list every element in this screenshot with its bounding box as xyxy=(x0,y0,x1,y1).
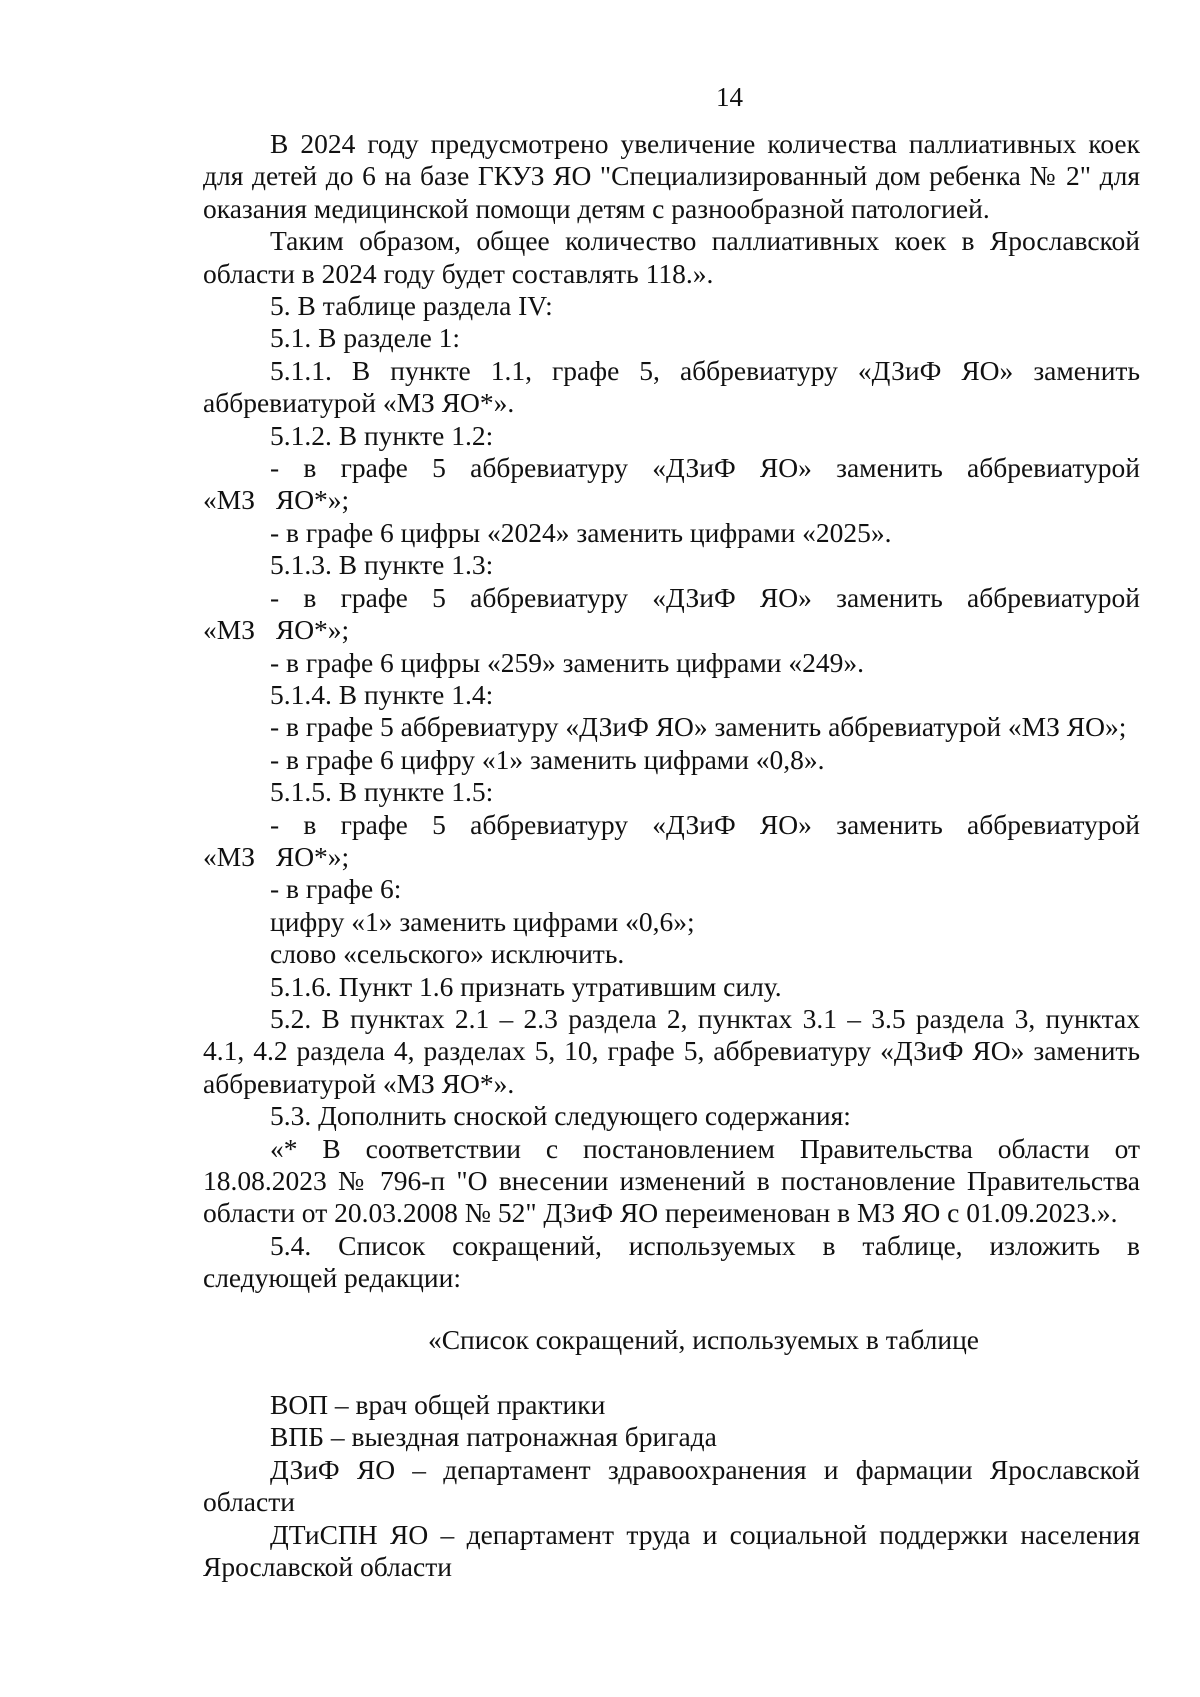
paragraph: - в графе 5 аббревиатуру «ДЗиФ ЯО» заменить аббревиатурой «МЗ ЯО*»; xyxy=(203,808,1140,872)
paragraph: 5.1.2. В пункте 1.2: xyxy=(270,419,494,451)
paragraph: 5.1.3. В пункте 1.3: xyxy=(270,549,494,581)
paragraph: - в графе 5 аббревиатуру «ДЗиФ ЯО» заменить аббревиатурой «МЗ ЯО*»; xyxy=(203,452,1140,516)
paragraph: - в графе 5 аббревиатуру «ДЗиФ ЯО» заменить аббревиатурой «МЗ ЯО*»; xyxy=(203,581,1140,646)
paragraph: 5.4. Список сокращений, используемых в таблице, изложить в следующей редакции: xyxy=(203,1229,1140,1294)
paragraph: 5.1.5. В пункте 1.5: xyxy=(270,776,494,808)
paragraph: 5.1.6. Пункт 1.6 признать утратившим силу. xyxy=(270,970,782,1002)
paragraph: «* В соответствии с постановлением Правительства области от 18.08.2023 № 796-п "О внесении изменений в постановление Правительства области от 20.03.2008 № 52" ДЗиФ ЯО переименован в МЗ ЯО с 01.09.2023.». xyxy=(203,1132,1140,1229)
paragraph: 5.1.1. В пункте 1.1, графе 5, аббревиатуру «ДЗиФ ЯО» заменить аббревиатурой «МЗ ЯО*». xyxy=(203,354,1140,419)
paragraph: 5.3. Дополнить сноской следующего содержания: xyxy=(270,1100,851,1132)
paragraph: 5.1.4. В пункте 1.4: xyxy=(270,678,494,710)
abbreviation-entry: ДЗиФ ЯО – департамент здравоохранения и фармации Ярославской области xyxy=(203,1453,1140,1518)
paragraph: Таким образом, общее количество паллиативных коек в Ярославской области в 2024 году будет составлять 118.». xyxy=(203,225,1140,289)
paragraph: 5. В таблице раздела IV: xyxy=(270,290,553,322)
paragraph: - в графе 6 цифры «2024» заменить цифрами «2025». xyxy=(270,516,892,548)
page-number: 14 xyxy=(716,82,743,112)
paragraph: 5.2. В пунктах 2.1 – 2.3 раздела 2, пунктах 3.1 – 3.5 раздела 3, пунктах 4.1, 4.2 раздела 4, разделах 5, 10, графе 5, аббревиатуру «ДЗиФ ЯО» заменить аббревиатурой «МЗ ЯО*». xyxy=(203,1002,1140,1099)
paragraph: 5.1. В разделе 1: xyxy=(270,322,461,354)
paragraph: цифру «1» заменить цифрами «0,6»; xyxy=(270,905,695,937)
paragraph: - в графе 5 аббревиатуру «ДЗиФ ЯО» заменить аббревиатурой «МЗ ЯО»; xyxy=(270,711,1127,743)
abbreviation-entry: ДТиСПН ЯО – департамент труда и социальной поддержки населения Ярославской области xyxy=(203,1518,1140,1583)
abbreviations-heading: «Список сокращений, используемых в таблице xyxy=(427,1323,980,1355)
paragraph: - в графе 6 цифры «259» заменить цифрами «249». xyxy=(270,646,865,678)
paragraph: слово «сельского» исключить. xyxy=(270,938,625,970)
abbreviation-entry: ВОП – врач общей практики xyxy=(270,1389,606,1421)
paragraph: - в графе 6 цифру «1» заменить цифрами «0,8». xyxy=(270,743,825,775)
document-body xyxy=(203,128,1140,1583)
abbreviation-entry: ВПБ – выездная патронажная бригада xyxy=(270,1421,717,1453)
paragraph: В 2024 году предусмотрено увеличение количества паллиативных коек для детей до 6 на базе ГКУЗ ЯО "Специализированный дом ребенка № 2" для оказания медицинской помощи детям с разнообразной патологией. xyxy=(203,128,1140,224)
paragraph: - в графе 6: xyxy=(270,873,402,905)
